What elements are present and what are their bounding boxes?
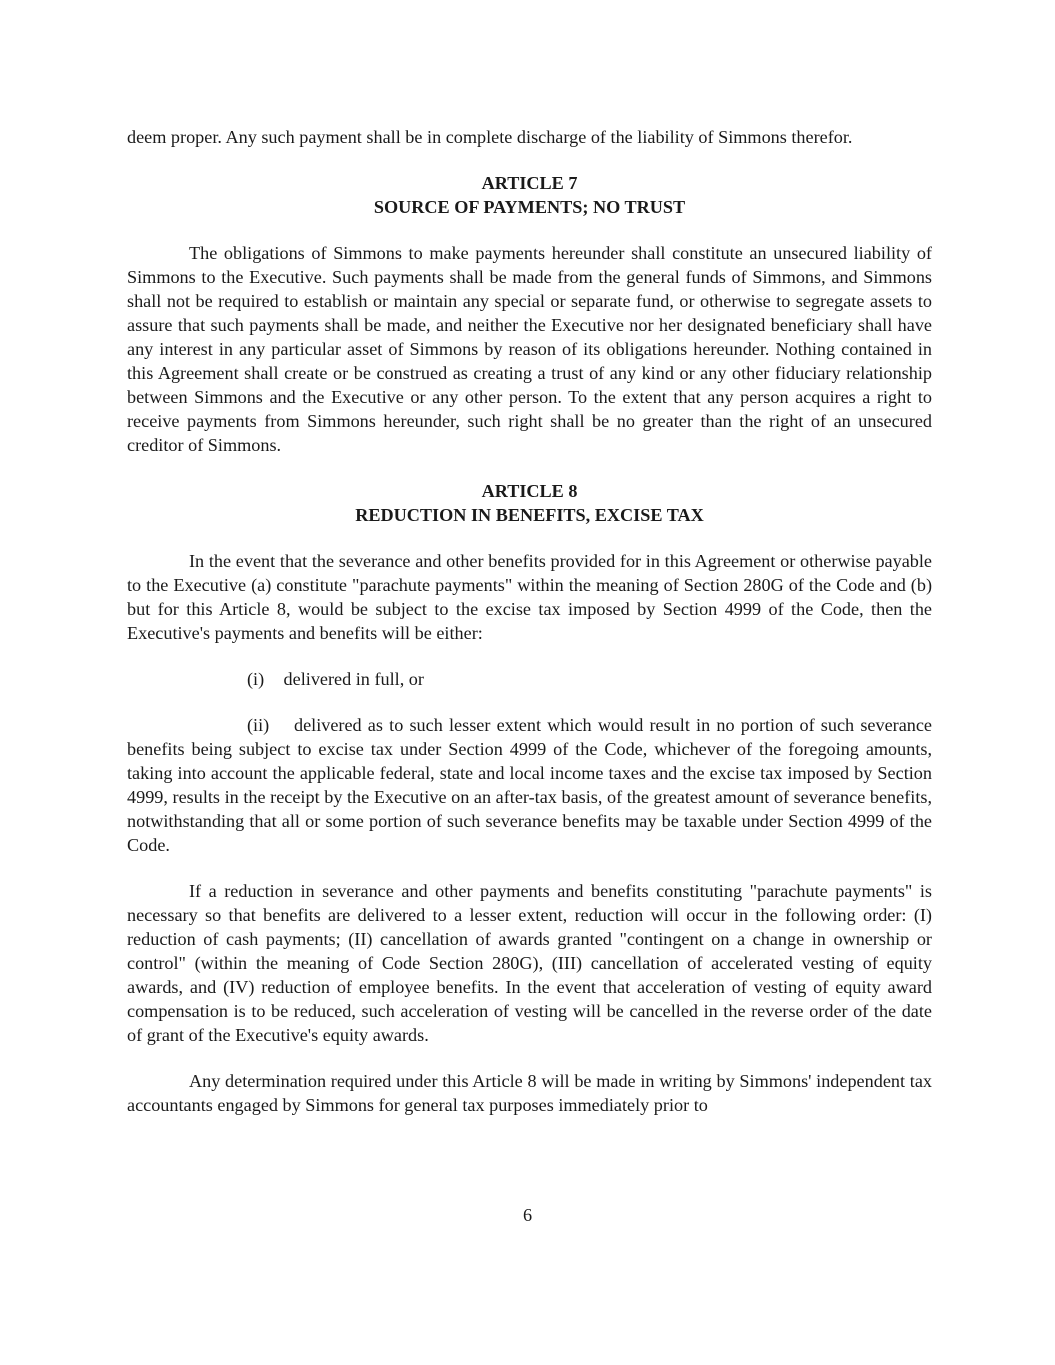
page-number: 6 [522, 1205, 533, 1225]
article-8-paragraph-1: In the event that the severance and other benefits provided for in this Agreement or otherwise payable to the Executive (a) constitute "parachute payments" within the meaning of Section 280G of the Code and (b) but for this Article 8, would be subject to the excise tax imposed by Section 4999 of the Code, then the Executive's payments and benefits will be either: [127, 551, 932, 643]
article-8-paragraph-3: Any determination required under this Article 8 will be made in writing by Simmons' independent tax accountants engaged by Simmons for general tax purposes immediately prior to [127, 1071, 932, 1115]
item-i-text: delivered in full, or [283, 669, 424, 689]
article-8-item-i [127, 667, 932, 691]
article-8-item-ii [127, 713, 932, 857]
item-ii-text: delivered as to such lesser extent which would result in no portion of such severance benefits being subject to excise tax under Section 4999 of the Code, whichever of the foregoing amounts, taking into account the applicable federal, state and local income taxes and the excise tax imposed by Section 4999, results in the receipt by the Executive on an after-tax basis, of the greatest amount of severance benefits, notwithstanding that all or some portion of such severance benefits may be taxable under Section 4999 of the Code. [127, 715, 933, 855]
article-7-title: SOURCE OF PAYMENTS; NO TRUST [373, 197, 686, 217]
article-8-paragraph-2: If a reduction in severance and other payments and benefits constituting "parachute payments" is necessary so that benefits are delivered to a lesser extent, reduction will occur in the following order: (I) reduction of cash payments; (II) cancellation of awards granted "contingent on a change in ownership or control" (within the meaning of Code Section 280G), (III) cancellation of accelerated vesting of equity awards, and (IV) reduction of employee benefits. In the event that acceleration of vesting of equity award compensation is to be reduced, such acceleration of vesting will be cancelled in the reverse order of the date of grant of the Executive's equity awards. [127, 881, 932, 1045]
article-7-paragraph: The obligations of Simmons to make payments hereunder shall constitute an unsecured liability of Simmons to the Executive. Such payments shall be made from the general funds of Simmons, and Simmons shall not be required to establish or maintain any special or separate fund, or otherwise to segregate assets to assure that such payments shall be made, and neither the Executive nor her designated beneficiary shall have any interest in any particular asset of Simmons by reason of its obligations hereunder. Nothing contained in this Agreement shall create or be construed as creating a trust of any kind or any other fiduciary relationship between Simmons and the Executive or any other person. To the extent that any person acquires a right to receive payments from Simmons hereunder, such right shall be no greater than the right of an unsecured creditor of Simmons. [127, 243, 932, 455]
document-page [127, 125, 932, 1117]
item-ii-label: (ii) [247, 715, 270, 735]
article-8-number: ARTICLE 8 [481, 481, 578, 501]
article-8-title: REDUCTION IN BENEFITS, EXCISE TAX [355, 505, 704, 525]
article-7-number: ARTICLE 7 [481, 173, 578, 193]
item-i-label: (i) [247, 669, 265, 689]
intro-paragraph: deem proper. Any such payment shall be in complete discharge of the liability of Simmons therefor. [127, 127, 853, 147]
